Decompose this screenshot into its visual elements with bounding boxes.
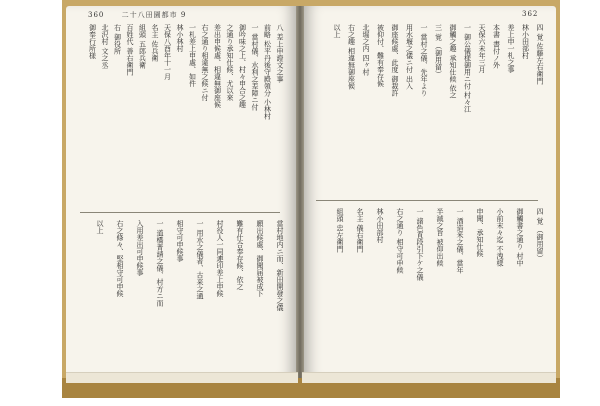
text-column: 組頭 忠左衛門 — [336, 208, 344, 253]
text-column: 一 當村儀、水利之差障ニ付 — [251, 24, 259, 111]
text-column: 差出申候處、相違無御座候 — [213, 24, 222, 108]
text-column: 右 御役所 — [113, 24, 122, 55]
right-page-number: 362 — [522, 10, 539, 18]
left-running-title: 二十八田園都市 9 — [121, 11, 187, 19]
text-column: 當村地内ニ而、新田開發之儀 — [276, 220, 284, 311]
left-page-number: 360 — [88, 11, 105, 19]
text-column: 名主 儀右衛門 — [356, 208, 364, 253]
text-column: 小前末々迄 不洩様 — [496, 208, 504, 267]
text-column: 四 覚 （御用留） — [536, 208, 544, 262]
text-column: 一 用水之儀者、古来之通 — [196, 220, 204, 300]
book-gutter — [296, 6, 304, 378]
text-column: 北堀之内 四ヶ村 — [362, 24, 370, 76]
right-page-header — [522, 10, 538, 18]
text-column: 被仰付、難有奉存候 — [376, 24, 385, 87]
text-column: 北沢村 文之丞 — [101, 24, 109, 69]
text-column: 申聞、承知仕候 — [476, 208, 484, 257]
text-column: 天保八酉年十一月 — [163, 24, 172, 80]
text-column: 百姓代 善右衛門 — [126, 24, 134, 76]
text-column: 四 覚 佐藤左右衛門 — [536, 24, 544, 85]
left-page-header — [88, 10, 186, 20]
text-column: 三 覚 （御用留） — [434, 24, 443, 78]
text-column: 天保六未年三月 — [478, 24, 486, 73]
text-column: 以上 — [96, 220, 104, 234]
text-column: 相守可申候事 — [176, 220, 184, 262]
text-column: 入用差出可申候事 — [136, 220, 144, 276]
text-column: 林小田部村 — [521, 24, 530, 59]
text-column: 右之條々、堅相守可申候 — [116, 220, 124, 297]
text-column: 名主 佐兵衛 — [151, 24, 159, 62]
text-column: 組頭 五郎兵衛 — [138, 24, 147, 69]
text-column: 本書 書付ノ外 — [492, 24, 501, 69]
text-column: 差上申一札之事 — [507, 24, 515, 73]
text-column: 用水堰之儀ニ付 出入 — [405, 24, 414, 90]
text-column: 御座候處、此度 御裁許 — [391, 24, 399, 97]
text-column: 半減之旨 被仰出候 — [436, 208, 444, 267]
text-column: 御觸書之通り 村中 — [516, 208, 524, 267]
text-column: 村役人一同連印差上申候 — [216, 220, 224, 297]
text-column: 之通り承知仕候、尤以來 — [226, 24, 234, 101]
text-column: 右之通り相違無之候ニ付 — [201, 24, 209, 101]
text-column: 林小林村 — [176, 24, 184, 52]
text-column: 願出候處、御聞届被成下 — [256, 220, 264, 297]
text-column: 御奉行所様 — [88, 24, 97, 59]
left-section-divider — [80, 212, 280, 213]
text-column: 一 御公儀様御用ニ付 村々江 — [463, 24, 472, 113]
text-column: 右之趣 相違無御座候 — [347, 24, 356, 90]
text-column: 御吟味之上、村々申合之趣 — [238, 24, 247, 108]
text-column: 難有仕合奉存候、依之 — [236, 220, 244, 290]
text-column: 一 諸色直段引下ケ之儀 — [416, 208, 424, 281]
text-column: 以上 — [333, 24, 341, 38]
text-column: 右之通り 相守可申候 — [396, 208, 404, 274]
text-column: 一 酒造米之儀、當年 — [456, 208, 464, 274]
text-column: 御觸之趣 承知仕候 依之 — [449, 24, 457, 99]
text-column: 前略 松平丹後守殿領分 小林村 — [263, 24, 272, 120]
text-column: 八 差上申證文之事 — [276, 24, 284, 83]
text-column: 林小田部村 — [376, 208, 384, 243]
right-section-divider — [316, 200, 538, 201]
right-page-stack — [302, 372, 556, 383]
text-column: 一 當村之儀、先年より — [420, 24, 428, 97]
text-column: 一 道橋普請之儀、村方ニ而 — [156, 220, 164, 307]
text-column: 一札差上申處、如件 — [188, 24, 197, 87]
left-page-stack — [66, 372, 298, 383]
